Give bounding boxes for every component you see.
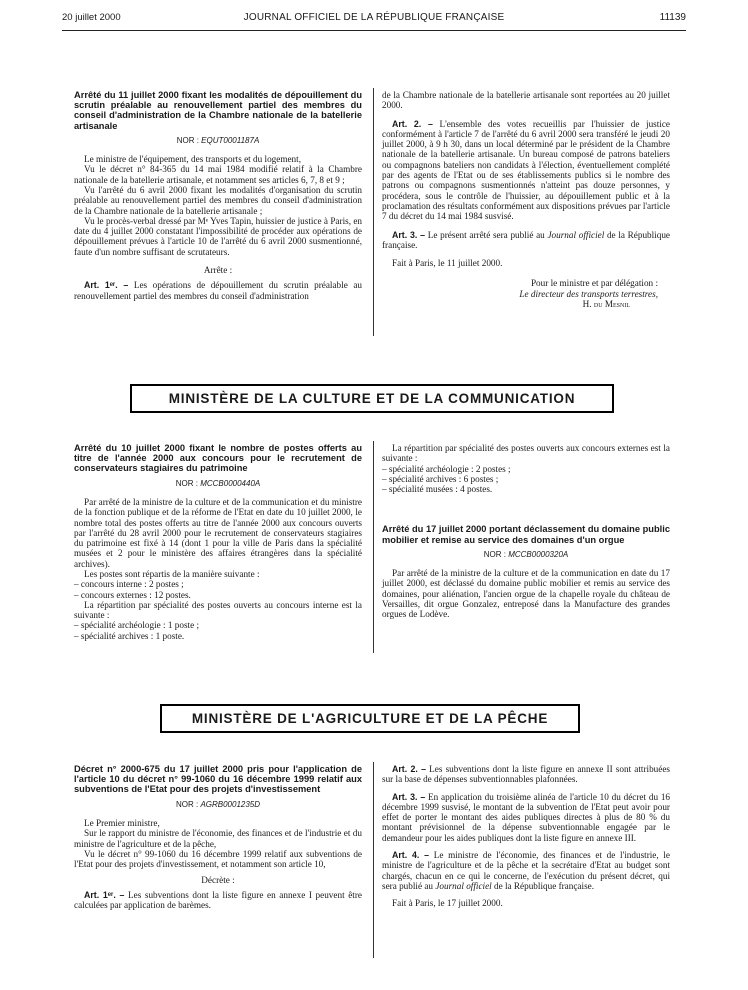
ministry-name: MINISTÈRE DE LA CULTURE ET DE LA COMMUNICATION [168,391,576,406]
article-text: Les subventions dont la liste figure en annexe I peuvent être calculées par application de barèmes. [74,889,362,910]
article-text: En application du troisième alinéa de l'article 10 du décret du 16 décembre 1999 susvisé, le montant de la subvention de l'Etat peut avoir pour effet de porter le montant des aides publiques directes à plus de 80 % du montant prévisionnel de la dépense subventionnable engagée par le demandeur pour les aides publiques dont la liste figure en annexe III. [382,791,671,843]
paragraph: Sur le rapport du ministre de l'économie, des finances et de l'industrie et du ministre de l'agriculture et de la pêche, [74,828,362,849]
article-3 [382,230,670,251]
article-text: Les subventions dont la liste figure en annexe II sont attribuées sur la base de dépenses subventionnables plafonnées. [382,764,670,785]
section-orgue [382,443,670,620]
list-item: – spécialité archéologie : 2 postes ; [382,463,511,474]
nor-label: NOR : [175,478,198,488]
nor-reference [74,800,362,810]
article-label: Art. 3. – [392,229,426,240]
article-title: Arrêté du 11 juillet 2000 fixant les modalités de dépouillement du scrutin préalable au renouvellement partiel des membres du conseil d'administration de la Chambre nationale de la batellerie artisanale [74,90,362,131]
paragraph: Vu le procès-verbal dressé par Mᵉ Yves Tapin, huissier de justice à Paris, en date du 4 juillet 2000 constatant l'impossibilité de procéder aux opérations de dépouillement prévues à l'article 10 de l'arrêté du 6 avril 2000 susmentionné, faute d'un nombre suffisant de scrutateurs. [74,215,362,257]
article-label: Art. 2. – [392,764,426,774]
signatory-title: Le directeur des transports terrestres, [519,288,658,299]
section-conservateurs [74,443,362,641]
article-title: Arrêté du 17 juillet 2000 portant déclassement du domaine public mobilier et remise au service des domaines d'un orgue [382,524,670,545]
list-item: – spécialité archéologie : 1 poste ; [74,620,200,631]
article-text: L'ensemble des votes recueillis par l'huissier de justice conformément à l'article 7 de l'arrêté du 6 avril 2000 sera transféré le jeudi 20 juillet 2000, à 9 h 30, dans un local déterminé par le président de la Chambre nationale de la batellerie artisanale. Un bureau composé de patrons bateliers ou compagnons bateliers non candidats à l'élection, éventuellement complété par des agents de l'Etat ou de ses établissements publics si le nombre des patrons ou compagnons susmentionnés n'atteint pas douze personnes, y procédera, sous le contrôle de l'huissier, au dépouillement public et à la proclamation des résultats conformément aux dispositions prévues par l'article 7 du décret du 14 mai 1984 susvisé. [382,118,671,222]
paragraph: Vu l'arrêté du 6 avril 2000 fixant les modalités d'organisation du scrutin préalable au renouvellement partiel des membres du conseil d'administration de la Chambre nationale de la batellerie artisanale ; [74,185,362,216]
section-decret-col2 [382,764,670,909]
article-4 [382,850,670,891]
article-label: Art. 3. – [392,791,426,802]
column-divider [373,441,374,653]
nor-code: MCCB0000320A [508,549,569,559]
paragraph: La répartition par spécialité des postes ouverts aux concours externes est la suivante : [382,443,670,464]
issue-date: 20 juillet 2000 [62,12,121,23]
section-batellerie-col1 [74,90,362,301]
article-text: Les opérations de dépouillement du scrutin préalable au renouvellement partiel des membres du conseil d'administration [74,280,363,301]
page-number: 11139 [659,12,686,23]
article-title: Décret n° 2000-675 du 17 juillet 2000 pris pour l'application de l'article 10 du décret n° 99-1060 du 16 décembre 1999 relatif aux subventions de l'Etat pour des projets d'investissement [74,764,362,795]
list-item: – spécialité musées : 4 postes. [382,484,493,495]
paragraph: La répartition par spécialité des postes ouverts au concours interne est la suivante : [74,599,362,621]
journal-name: Journal officiel [547,229,605,240]
journal-name: Journal officiel [435,880,492,891]
signature-date: Fait à Paris, le 17 juillet 2000. [392,898,503,909]
signature-date: Fait à Paris, le 11 juillet 2000. [392,258,503,269]
nor-code: EQUT0001187A [201,135,260,145]
paragraph: Par arrêté de la ministre de la culture et de la communication et du ministre de la fonction publique et de la réforme de l'Etat en date du 10 juillet 2000, le nombre total des postes offerts au titre de l'année 2000 aux concours ouverts par l'arrêté du 28 avril 2000 pour le recrutement de conservateurs stagiaires du patrimoine est fixé à 14 (dont 1 pour la ville de Paris dans la spécialité musées et 2 pour le ministère des affaires étrangères dans la spécialité archives). [74,496,362,569]
nor-code: AGRB0001235D [200,799,261,809]
list-item: – spécialité archives : 6 postes ; [382,473,499,484]
article-2 [382,119,670,222]
nor-code: MCCB0000440A [200,478,261,488]
page-header [62,12,686,28]
column-divider [373,762,374,958]
nor-label: NOR : [483,549,506,559]
signatory-name [382,299,670,309]
section-decret-col1 [74,764,362,910]
arrete-heading: Arrête : [203,265,233,276]
paragraph: Vu le décret n° 99-1060 du 16 décembre 1999 relatif aux subventions de l'Etat pour des projets d'investissement, et notamment son article 10, [74,848,362,870]
paragraph: Par arrêté de la ministre de la culture et de la communication en date du 17 juillet 2000, est déclassé du domaine public mobilier et remis au service des domaines, pour aliénation, l'ancien orgue de la chapelle royale du château de Versailles, dit orgue Gonzalez, entreposé dans la Manufacture des grandes orgues de Lodève. [382,568,670,620]
nor-reference [74,479,362,489]
list-item: – concours interne : 2 postes ; [74,579,184,590]
nor-reference [382,550,670,560]
article-1 [74,890,362,911]
nor-label: NOR : [176,135,199,145]
ministry-banner-agriculture [160,704,580,733]
journal-title: JOURNAL OFFICIEL DE LA RÉPUBLIQUE FRANÇAISE [243,12,505,23]
nor-reference [74,136,362,146]
article-title: Arrêté du 10 juillet 2000 fixant le nombre de postes offerts au titre de l'année 2000 aux concours pour le recrutement de conservateurs stagiaires du patrimoine [74,443,362,474]
article-label: Art. 4. – [392,850,430,861]
list-item: – concours externes : 12 postes. [74,589,191,600]
article-1 [74,280,362,301]
paragraph: Vu le décret n° 84-365 du 14 mai 1984 modifié relatif à la Chambre nationale de la batellerie artisanale, et notamment ses articles 6, 7, 8 et 9 ; [74,164,362,185]
decrete-heading: Décrète : [201,875,235,886]
paragraph: Le ministre de l'équipement, des transports et du logement, [84,154,301,165]
article-text: Le présent arrêté sera publié au [427,229,548,240]
paragraph: de la Chambre nationale de la batellerie artisanale sont reportées au 20 juillet 2000. [382,90,670,111]
ministry-banner-culture [130,384,614,413]
section-batellerie-col2 [382,90,670,309]
article-label: Art. 1ᵉʳ. – [84,280,129,291]
article-text: de la République française. [491,880,595,891]
article-2 [382,764,670,785]
signature-line: Pour le ministre et par délégation : [530,278,658,289]
paragraph: Les postes sont répartis de la manière suivante : [84,568,260,579]
ministry-name: MINISTÈRE DE L'AGRICULTURE ET DE LA PÊCHE [191,711,549,726]
header-rule [62,30,686,31]
column-divider [373,88,374,336]
nor-label: NOR : [175,799,199,809]
article-label: Art. 1ᵉʳ. – [84,889,125,900]
signature-role [382,289,670,299]
article-label: Art. 2. – [392,118,433,129]
paragraph: Le Premier ministre, [84,817,160,828]
article-text: de la République française. [382,229,670,250]
signatory: H. du Mesnil [582,299,630,310]
list-item: – spécialité archives : 1 poste. [74,630,185,641]
article-text: Le ministre de l'économie, des finances et de l'industrie, le ministre de l'agriculture et de la pêche et la secrétaire d'Etat au budget sont chargés, chacun en ce qui le concerne, de l'exécution du présent décret, qui sera publié au [382,850,670,891]
article-3 [382,792,670,843]
